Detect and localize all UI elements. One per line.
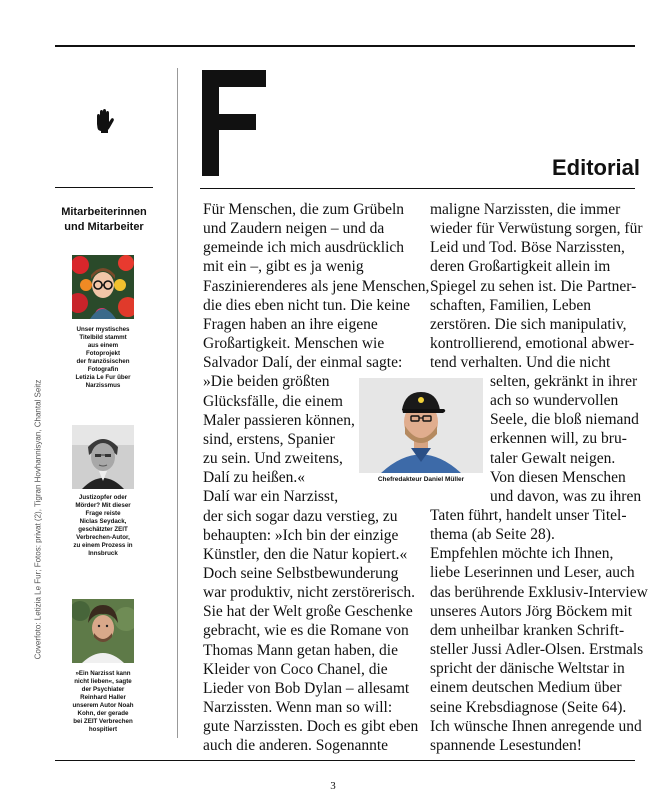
article-line: Von diesen Menschen <box>490 468 626 486</box>
article-line: dem unheilbar kranken Schrift- <box>430 621 625 639</box>
article-line: Taten führt, handelt unser Titel- <box>430 507 627 524</box>
bottom-rule <box>55 760 635 761</box>
article-line: Sie hat der Welt große Geschenke <box>203 603 413 621</box>
article-line: unseres Autors Jörg Böckem mit <box>430 602 633 620</box>
article-line: und davon, was zu ihren <box>490 487 642 505</box>
article-line: Seele, die bloß niemand <box>490 411 639 429</box>
sidebar-title-line: und Mitarbeiter <box>64 221 144 233</box>
article-line: Künstler, den die Natur kopiert.« <box>203 545 408 563</box>
article-line: ach so wundervollen <box>490 392 619 410</box>
article-line: Narzissten. Wenn man so will: <box>203 699 393 717</box>
article-column-2-top <box>430 200 643 372</box>
sidebar-title-line: Mitarbeiterinnen <box>61 206 147 218</box>
article-line: einem deutschen Medium über <box>430 679 622 697</box>
article-line: zerstören. Die sich manipulativ, <box>430 315 627 333</box>
contributor-photo-letizia <box>72 255 134 319</box>
article-line: schaften, Familien, Leben <box>430 296 591 314</box>
article-line: kontrollierend, emotional abwer- <box>430 335 635 353</box>
article-line: deren Großartigkeit allein im <box>430 258 611 276</box>
article-line: Spiegel zu sehen ist. Die Partner- <box>430 277 637 295</box>
article-line: spannende Lesestunden! <box>430 736 582 754</box>
article-line: und Zaudern neigen – und da <box>203 220 385 238</box>
contributor-photo-noah <box>72 599 134 663</box>
article-line: Thomas Mann getan haben, die <box>203 641 398 659</box>
article-line: Ich wünsche Ihnen anregende und <box>430 717 642 735</box>
page-number: 3 <box>330 780 336 792</box>
sidebar-title <box>55 205 153 235</box>
article-line: auch die anderen. Sogenannte <box>203 737 389 755</box>
article-line: Maler passieren können, <box>203 411 355 429</box>
article-line: Fragen haben an ihre eigene <box>203 315 378 333</box>
sidebar-rule <box>55 187 153 188</box>
article-line: behaupten: »Ich bin der einzige <box>203 526 399 544</box>
article-line: Kleider von Coco Chanel, die <box>203 660 388 678</box>
photo-credits: Coverfoto: Letizia Le Fur; Fotos: privat (2), Tigran Hovhannisyan, Chantal Seitz <box>33 379 43 660</box>
article-line: gebracht, wie es die Romane von <box>203 622 409 640</box>
article-line: Großartigkeit. Menschen wie <box>203 335 385 353</box>
article-line: erkennen will, zu bru- <box>490 430 627 448</box>
article-line: spricht der dänische Weltstar in <box>430 660 625 678</box>
article-line: tend verhalten. Und die nicht <box>430 354 611 372</box>
section-rule <box>200 188 635 189</box>
contributor-caption: Unser mystisches Titelbild stammt aus einem Fotoprojekt der französischen Fotografin Letizia Le Fur über Narzissmus <box>75 326 131 389</box>
article-line: Leid und Tod. Böse Narzissten, <box>430 239 625 257</box>
article-line: Doch seine Selbstbewunderung <box>203 564 399 582</box>
column-divider <box>177 68 178 738</box>
editor-photo-caption: Chefredakteur Daniel Müller <box>377 476 465 483</box>
article-line: Empfehlen möchte ich Ihnen, <box>430 545 614 563</box>
article-line: zu sein. Und zweitens, <box>203 450 343 468</box>
article-column-2-wrap <box>490 372 640 506</box>
section-label: Editorial <box>551 155 640 180</box>
article-line: sind, erstens, Spanier <box>203 430 335 448</box>
article-line: Für Menschen, die zum Grübeln <box>203 201 405 218</box>
contributor-caption: »Ein Narzisst kann nicht lieben«, sagte der Psychiater Reinhard Haller unserem Autor Noah Kohn, der gerade bei ZEIT Verbrechen hospitiert <box>72 670 134 733</box>
article-line: liebe Leserinnen und Leser, auch <box>430 564 635 582</box>
top-rule <box>55 45 635 47</box>
article-line: gute Narzissten. Doch es gibt eben <box>203 718 419 736</box>
article-line: »Die beiden größten <box>203 373 330 391</box>
article-line: mit ein –, gibt es ja wenig <box>203 258 364 276</box>
article-line: Glücksfälle, die einem <box>203 392 343 410</box>
article-line: Salvador Dalí, der einmal sagte: <box>203 354 403 372</box>
article-line: selten, gekränkt in ihrer <box>490 373 638 390</box>
drop-cap-letter <box>200 68 270 178</box>
article-line: maligne Narzissten, die immer <box>430 201 621 218</box>
article-line: war produktiv, nicht zerstörerisch. <box>203 584 416 602</box>
contributor-caption: Justizopfer oder Mörder? Mit dieser Frage reiste Niclas Seydack, geschätzter ZEIT Verbrechen-Autor, zu einem Prozess in Innsbruck <box>73 494 133 557</box>
article-line: wieder für Verwüstung sorgen, für <box>430 220 643 238</box>
article-line: die dies eben nicht tun. Die keine <box>203 296 411 314</box>
article-line: steller Jussi Adler-Olsen. Erstmals <box>430 641 644 659</box>
article-line: das berührende Exklusiv-Interview <box>430 583 648 601</box>
hand-icon <box>93 108 115 134</box>
article-line: Lieder von Bob Dylan – allesamt <box>203 679 410 697</box>
article-column-2-bottom <box>430 506 648 755</box>
article-line: Dalí zu heißen.« <box>203 469 306 487</box>
contributor-photo-niclas <box>72 425 134 489</box>
article-line: der sich sogar dazu verstieg, zu <box>203 507 398 525</box>
article-line: Faszinierenderes als jene Menschen, <box>203 277 430 295</box>
article-line: Dalí war ein Narzisst, <box>203 488 339 506</box>
editor-photo <box>359 378 483 473</box>
article-line: taler Gewalt neigen. <box>490 449 616 467</box>
article-line: seine Krebsdiagnose (Seite 64). <box>430 698 627 716</box>
article-line: gemeinde ich mich ausdrücklich <box>203 239 405 257</box>
article-line: thema (ab Seite 28). <box>430 526 555 544</box>
